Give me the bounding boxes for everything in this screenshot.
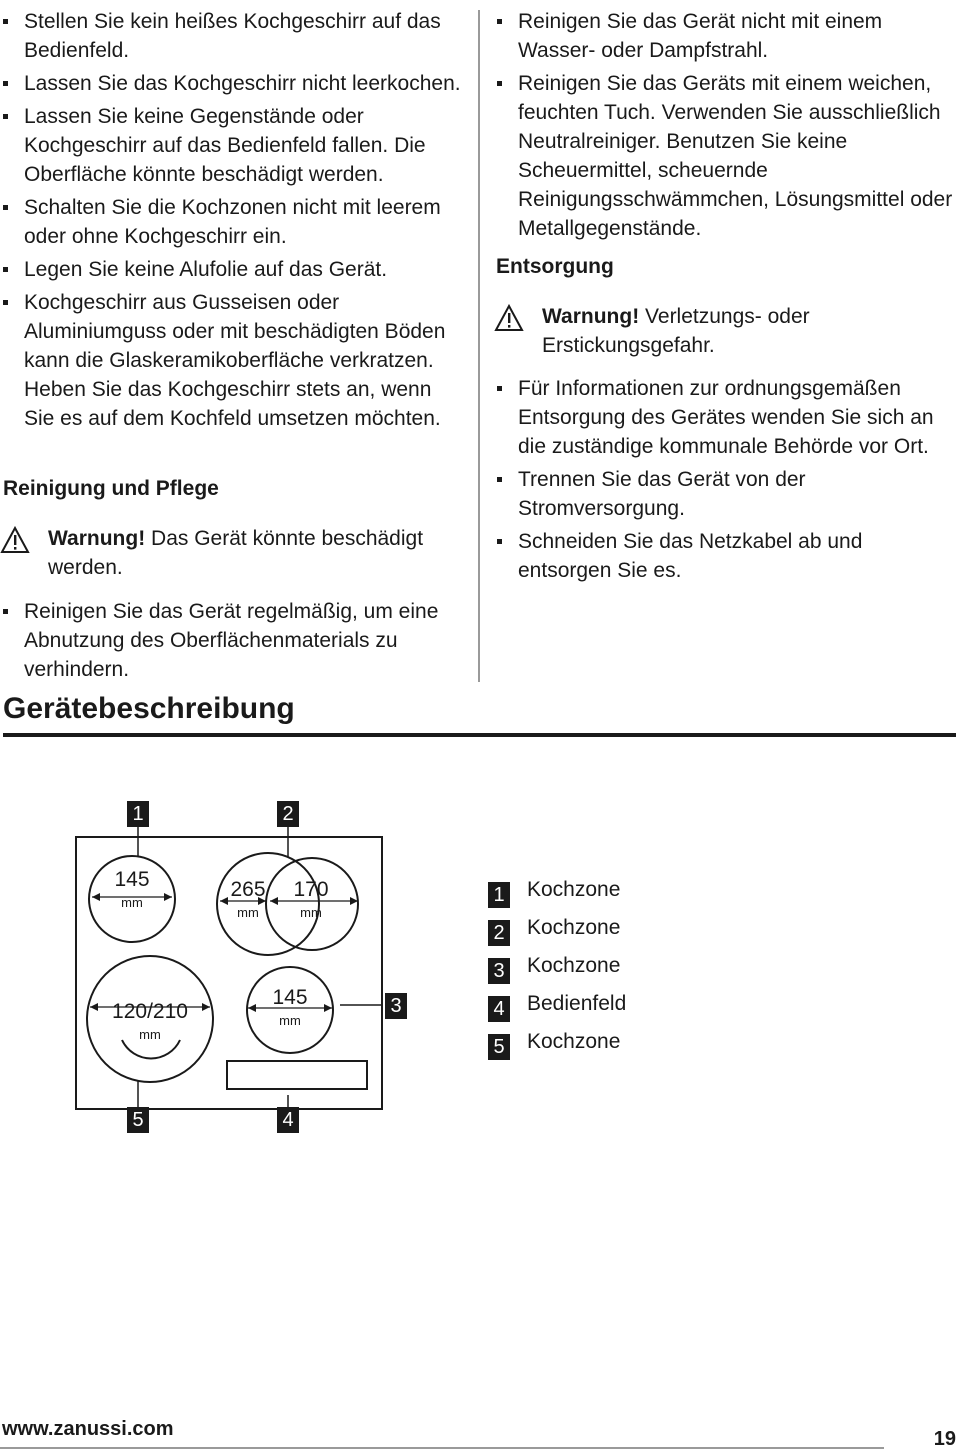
zone-1-unit: mm xyxy=(121,895,143,910)
legend-label: Kochzone xyxy=(527,878,621,901)
zone-5-unit: mm xyxy=(139,1027,161,1042)
safety-bullet-list xyxy=(0,7,466,437)
zone-5-size: 120/210 xyxy=(112,1000,188,1023)
footer-url[interactable]: www.zanussi.com xyxy=(2,1418,174,1440)
list-item: Trennen Sie das Gerät von der Stromversorgung. xyxy=(494,465,960,523)
warning-label: Warnung! xyxy=(542,305,640,328)
zone-3-size: 145 xyxy=(272,986,308,1009)
disposal-bullet-list xyxy=(494,374,960,589)
callout-1: 1 xyxy=(127,801,149,827)
warning-triangle-icon xyxy=(0,526,30,554)
list-item: Lassen Sie das Kochgeschirr nicht leerkochen. xyxy=(0,69,466,98)
list-item: Schalten Sie die Kochzonen nicht mit leerem oder ohne Kochgeschirr ein. xyxy=(0,193,466,251)
list-item: Legen Sie keine Alufolie auf das Gerät. xyxy=(0,255,466,284)
zone-2-unit: mm xyxy=(237,905,259,920)
hob-outline-drawing xyxy=(70,795,430,1145)
legend-label: Kochzone xyxy=(527,916,621,939)
disposal-heading: Entsorgung xyxy=(496,255,614,278)
cleaning-bullet-list xyxy=(0,597,466,688)
legend-label: Bedienfeld xyxy=(527,992,627,1015)
legend-number: 3 xyxy=(488,958,510,984)
list-item: Für Informationen zur ordnungsgemäßen Entsorgung des Gerätes wenden Sie sich an die zuständige kommunale Behörde vor Ort. xyxy=(494,374,960,461)
list-item: Stellen Sie kein heißes Kochgeschirr auf das Bedienfeld. xyxy=(0,7,466,65)
list-item: Kochgeschirr aus Gusseisen oder Aluminiumguss oder mit beschädigten Böden kann die Glaskeramikoberfläche verkratzen. Heben Sie das Kochgeschirr stets an, wenn Sie es auf dem Kochfeld umsetzen möchten. xyxy=(0,288,466,433)
legend-label: Kochzone xyxy=(527,954,621,977)
zone-1-size: 145 xyxy=(114,868,150,891)
zone-5-inner-arc xyxy=(122,1040,180,1058)
zone-2-inner-circle xyxy=(266,858,358,950)
list-item: Reinigen Sie das Gerät regelmäßig, um eine Abnutzung des Oberflächenmaterials zu verhindern. xyxy=(0,597,466,684)
list-item: Schneiden Sie das Netzkabel ab und entsorgen Sie es. xyxy=(494,527,960,585)
warning-text: Das Gerät könnte beschädigt werden. xyxy=(48,527,424,579)
zone-2b-size: 170 xyxy=(293,878,329,901)
control-panel-rect xyxy=(227,1061,367,1089)
warning-label: Warnung! xyxy=(48,527,146,550)
zone-3-unit: mm xyxy=(279,1013,301,1028)
zone-2b-unit: mm xyxy=(300,905,322,920)
legend-number: 5 xyxy=(488,1034,510,1060)
list-item: Lassen Sie keine Gegenstände oder Kochgeschirr auf das Bedienfeld fallen. Die Oberfläche könnte beschädigt werden. xyxy=(0,102,466,189)
list-item: Reinigen Sie das Gerät nicht mit einem Wasser- oder Dampfstrahl. xyxy=(494,7,960,65)
legend-number: 4 xyxy=(488,996,510,1022)
section-rule xyxy=(3,733,956,737)
callout-4: 4 xyxy=(277,1107,299,1133)
callout-2: 2 xyxy=(277,801,299,827)
disposal-warning xyxy=(494,302,954,360)
section-title: Gerätebeschreibung xyxy=(3,692,295,725)
legend-number: 1 xyxy=(488,882,510,908)
zone-3-circle xyxy=(247,967,333,1053)
footer-rule xyxy=(0,1447,884,1449)
zone-2-outer-circle xyxy=(217,853,319,955)
cleaning-heading: Reinigung und Pflege xyxy=(3,477,219,500)
legend-label: Kochzone xyxy=(527,1030,621,1053)
callout-5: 5 xyxy=(127,1107,149,1133)
column-divider xyxy=(478,10,480,682)
zone-2-size: 265 xyxy=(230,878,266,901)
warning-triangle-icon xyxy=(494,304,524,332)
warning-text: Verletzungs- oder Erstickungsgefahr. xyxy=(542,305,810,357)
legend-number: 2 xyxy=(488,920,510,946)
callout-3: 3 xyxy=(385,993,407,1019)
cleaning-bullet-list-continued xyxy=(494,7,960,247)
cleaning-warning xyxy=(0,524,460,582)
list-item: Reinigen Sie das Geräts mit einem weichen, feuchten Tuch. Verwenden Sie ausschließlich Neutralreiniger. Benutzen Sie keine Scheuermittel, scheuernde Reinigungsschwämmchen, Lösungsmittel oder Metallgegenstände. xyxy=(494,69,960,243)
page-number: 19 xyxy=(933,1428,956,1450)
